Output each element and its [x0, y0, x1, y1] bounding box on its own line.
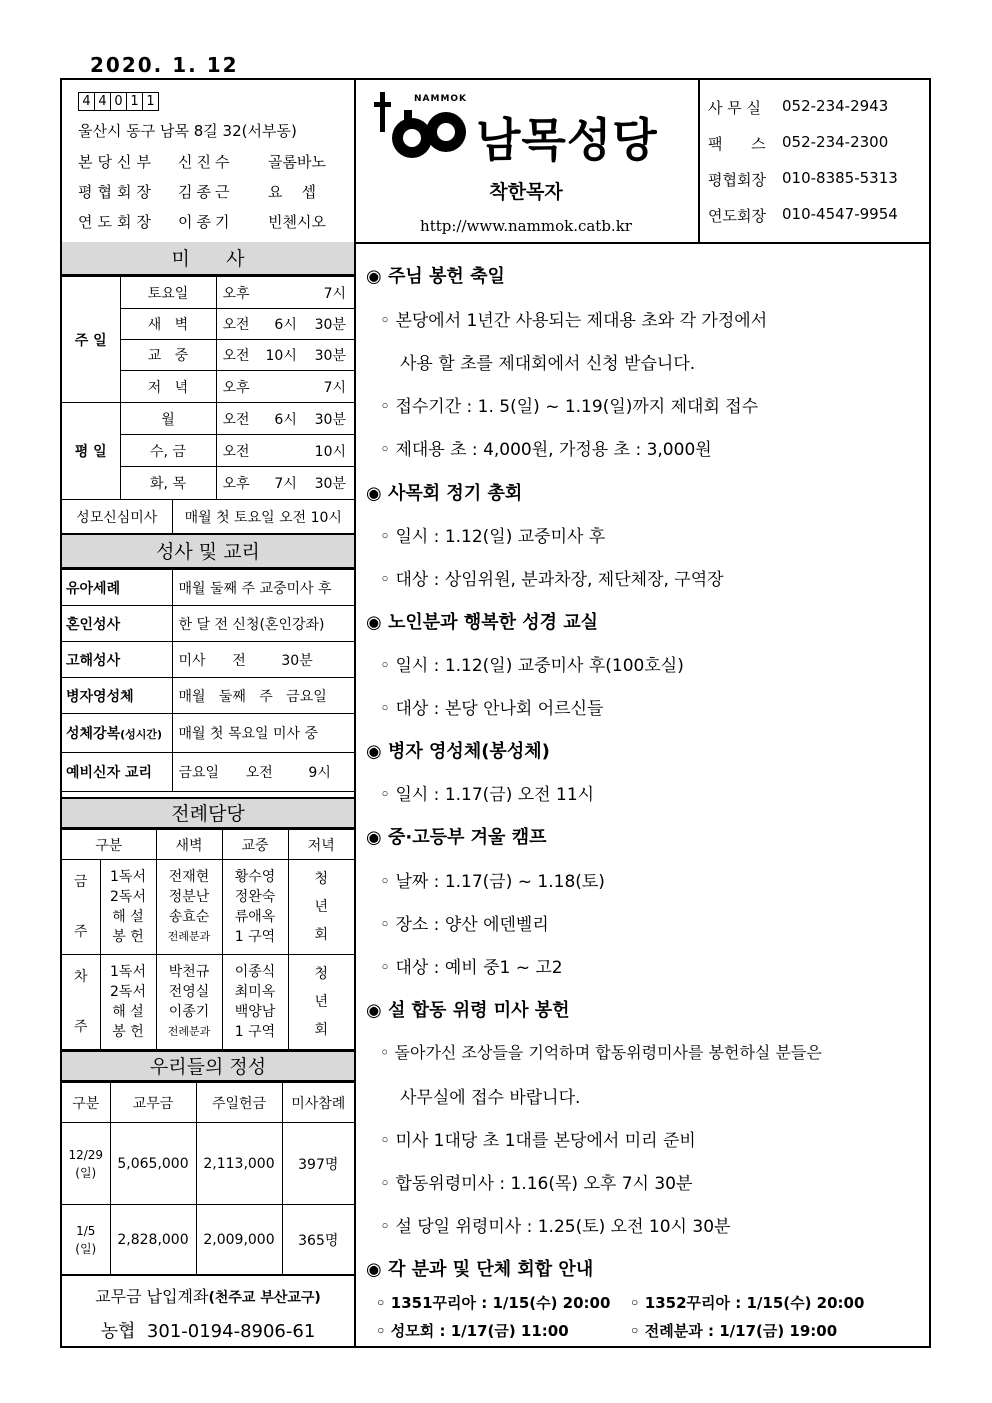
bulletin-frame [60, 78, 931, 1348]
day-text: (일) [75, 1165, 97, 1180]
notice-line [380, 392, 758, 417]
notice-line [380, 867, 605, 892]
bullet-icon: ◦ [380, 311, 391, 331]
liturgy-section-title: 전례담당 [62, 797, 354, 829]
mass-name: 수, 금 [120, 435, 216, 467]
sacrament-name-note: (성시간) [120, 728, 163, 741]
meeting-schedule: ◦ 1352꾸리아 : 1/15(수) 20:00 [630, 1294, 865, 1312]
contact-label: 평협회장 [708, 171, 766, 189]
sacrament-name: 병자영성체 [62, 678, 172, 714]
sacrament-name: 예비신자 교리 [62, 753, 172, 792]
sacraments-table [62, 569, 354, 792]
notice-text: 설 당일 위령미사 : 1.25(토) 오전 10시 30분 [395, 1217, 731, 1237]
notice-text: 돌아가신 조상들을 기억하며 합동위령미사를 봉헌하실 분들은 [394, 1043, 822, 1062]
assignee: 전영실 [168, 984, 210, 1000]
notice-line [380, 435, 712, 460]
notice-marker-icon: ◉ [366, 741, 382, 762]
dawn-assignees [156, 955, 222, 1050]
header [62, 80, 929, 244]
table-row [62, 955, 354, 1050]
mass-time: 7시 [323, 285, 346, 302]
contact-value: 010-4547-9954 [782, 205, 898, 223]
assignee-char: 청 [314, 871, 329, 887]
sacrament-value: 매월 첫 목요일 미사 중 [172, 714, 354, 753]
notice-line [380, 306, 767, 331]
contact-value: 052-234-2300 [782, 133, 889, 151]
notice-text: 장소 : 양산 에덴벨리 [395, 915, 549, 935]
week-label [62, 955, 100, 1050]
week-label [62, 860, 100, 955]
liturgy-table [62, 829, 354, 1050]
table-row [62, 753, 354, 792]
notice-line [380, 1169, 692, 1194]
notice-text: 미사 1대당 초 1대를 본당에서 미리 준비 [395, 1131, 696, 1151]
column-header: 미사참례 [282, 1083, 354, 1123]
table-row [62, 860, 354, 955]
meeting-schedule: ◦ 성모회 : 1/17(금) 11:00 [376, 1322, 569, 1340]
assignee: 전례분과 [167, 1025, 211, 1038]
assignee: 정분난 [168, 889, 210, 905]
contact-value: 010-8385-5313 [782, 169, 898, 187]
assignee: 1 구역 [234, 929, 276, 945]
zip-digit: 4 [94, 92, 111, 111]
notice-line [380, 694, 603, 719]
meeting-schedule: ◦ 1351꾸리아 : 1/15(수) 20:00 [376, 1294, 611, 1312]
zip-digit: 0 [110, 92, 127, 111]
assignee: 최미옥 [234, 984, 276, 1000]
notice-text: 날짜 : 1.17(금) ~ 1.18(토) [395, 872, 605, 892]
notice-heading [366, 479, 522, 505]
staff-name: 김종근 [178, 183, 234, 201]
notice-text: 대상 : 본당 안나회 어르신들 [395, 699, 604, 719]
bullet-icon: ◦ [380, 699, 391, 719]
staff-row [78, 181, 316, 202]
assignee: 박천규 [168, 964, 210, 980]
zip-digit: 4 [78, 92, 95, 111]
assignee: 백양남 [234, 1004, 276, 1020]
notice-line [380, 522, 605, 547]
website-link[interactable]: http://www.nammok.catb.kr [420, 217, 632, 235]
notice-text: 대상 : 예비 중1 ~ 고2 [395, 958, 563, 978]
sunday-label: 주 일 [62, 277, 120, 403]
table-row [62, 403, 354, 435]
offerings-table [62, 1082, 354, 1275]
notice-heading [366, 737, 550, 763]
notice-line [380, 1212, 730, 1237]
sacrament-name-cell [62, 714, 172, 753]
notice-text: 사무실에 접수 바랍니다. [400, 1088, 581, 1108]
dawn-assignees [156, 860, 222, 955]
evening-assignees [288, 955, 354, 1050]
mass-time: 10시 30분 [265, 348, 346, 364]
notice-marker-icon: ◉ [366, 612, 382, 633]
sacrament-value: 매월 둘째 주 금요일 [172, 678, 354, 714]
attendance: 365명 [282, 1205, 354, 1275]
column-header: 구분 [62, 830, 156, 860]
mass-ampm: 오후 [222, 285, 250, 302]
column-header: 구분 [62, 1083, 110, 1123]
sunday-offering: 2,009,000 [196, 1205, 282, 1275]
bullet-icon: ◦ [380, 785, 391, 805]
account-heading [62, 1284, 354, 1307]
sacrament-name: 고해성사 [62, 642, 172, 678]
parish-info [62, 80, 356, 242]
account-owner: (천주교 부산교구) [208, 1290, 321, 1306]
account-label: 교무금 납입계좌 [95, 1287, 209, 1306]
bullet-icon: ◦ [380, 440, 391, 460]
church-logo [374, 90, 694, 165]
special-mass-table [62, 499, 354, 534]
mass-name: 저 녁 [120, 371, 216, 403]
liturgy-roles [100, 955, 156, 1050]
sacrament-value: 매월 둘째 주 교중미사 후 [172, 570, 354, 606]
bullet-icon: ◦ [380, 1043, 390, 1062]
zip-digit: 1 [126, 92, 143, 111]
weekday-label: 평 일 [62, 403, 120, 500]
column-header: 저녁 [288, 830, 354, 860]
mass-time-cell [216, 340, 354, 371]
notice-text: 접수기간 : 1. 5(일) ~ 1.19(일)까지 제대회 접수 [395, 397, 759, 417]
mass-time: 7시 [323, 379, 346, 396]
mass-schedule-table [62, 276, 354, 500]
sacrament-value: 금요일 오전 9시 [172, 753, 354, 792]
column-header: 교중 [222, 830, 288, 860]
notice-text: 일시 : 1.12(일) 교중미사 후(100호실) [395, 656, 684, 676]
notice-text: 본당에서 1년간 사용되는 제대용 초와 각 가정에서 [395, 311, 768, 331]
contact-label: 연도회장 [708, 207, 766, 225]
bullet-icon: ◦ [380, 656, 391, 676]
staff-role: 연도회장 [78, 213, 156, 231]
assignee-char: 년 [314, 899, 329, 915]
mass-ampm: 오전 [222, 348, 250, 364]
table-row [62, 1205, 354, 1275]
staff-baptismal: 요 셉 [268, 183, 317, 201]
notice-marker-icon: ◉ [366, 1000, 382, 1021]
special-mass-value: 매월 첫 토요일 오전 10시 [172, 500, 354, 534]
main-assignees [222, 860, 288, 955]
notice-line [380, 780, 594, 805]
assignee: 전례분과 [167, 930, 211, 943]
sacrament-name: 혼인성사 [62, 606, 172, 642]
assignee: 전재현 [168, 869, 210, 885]
table-row [62, 500, 354, 534]
table-row [62, 830, 354, 860]
notice-text: 대상 : 상임위원, 분과차장, 제단체장, 구역장 [395, 570, 724, 590]
dues-amount: 2,828,000 [110, 1205, 196, 1275]
role: 2독서 [110, 984, 146, 1000]
table-row [62, 606, 354, 642]
notice-line [380, 910, 549, 935]
day-text: (일) [75, 1241, 97, 1256]
staff-role: 본당신부 [78, 153, 156, 171]
bullet-icon: ◦ [380, 527, 391, 547]
mass-ampm: 오전 [222, 317, 250, 333]
week-label-bottom: 주 [73, 924, 88, 940]
assignee-char: 회 [314, 1022, 329, 1038]
role: 1독서 [110, 964, 146, 980]
contact-label: 사 무 실 [708, 99, 762, 117]
role: 봉 헌 [112, 1024, 144, 1040]
bullet-icon: ◦ [380, 915, 391, 935]
offering-date [62, 1123, 110, 1205]
table-row [62, 1083, 354, 1123]
notice-line [380, 953, 563, 978]
notice-heading [366, 608, 598, 634]
contact-row [708, 205, 898, 226]
mass-ampm: 오후 [222, 379, 250, 396]
sunday-offering: 2,113,000 [196, 1123, 282, 1205]
column-header: 교무금 [110, 1083, 196, 1123]
notice-line [380, 651, 684, 676]
notice-line [380, 1040, 822, 1063]
contact-row [708, 97, 888, 118]
bullet-icon: ◦ [380, 1131, 391, 1151]
notice-text: 사용 할 초를 제대회에서 신청 받습니다. [400, 354, 696, 374]
assignee-char: 년 [314, 994, 329, 1010]
week-label-top: 금 [73, 874, 88, 890]
notice-marker-icon: ◉ [366, 1259, 382, 1280]
notice-text: 일시 : 1.12(일) 교중미사 후 [395, 527, 606, 547]
assignee: 류애옥 [234, 909, 276, 925]
mass-time: 7시 30분 [274, 476, 346, 492]
notice-line [380, 1126, 696, 1151]
mass-name: 교 중 [120, 340, 216, 371]
notice-heading [366, 1255, 593, 1281]
bullet-icon: ◦ [380, 397, 391, 417]
mass-time: 6시 30분 [274, 411, 346, 428]
mass-ampm: 오후 [222, 476, 250, 492]
offering-date [62, 1205, 110, 1275]
bullet-icon: ◦ [380, 1217, 391, 1237]
notice-text: 제대용 초 : 4,000원, 가정용 초 : 3,000원 [395, 440, 712, 460]
assignee: 이종기 [168, 1004, 210, 1020]
week-label-bottom: 주 [73, 1019, 88, 1035]
mass-name: 새 벽 [120, 309, 216, 340]
bullet-icon: ◦ [380, 570, 391, 590]
notice-marker-icon: ◉ [366, 266, 382, 287]
mass-ampm: 오전 [222, 443, 250, 460]
account-box [62, 1274, 354, 1343]
meeting-schedule: ◦ 전례분과 : 1/17(금) 19:00 [630, 1322, 838, 1340]
motto: 착한목자 [489, 181, 563, 203]
church-name: 남목성당 [476, 113, 658, 167]
notices-column [354, 242, 929, 1348]
contact-info [698, 80, 929, 242]
assignee: 1 구역 [234, 1024, 276, 1040]
main-assignees [222, 955, 288, 1050]
notice-heading [366, 996, 570, 1022]
sacrament-value: 미사 전 30분 [172, 642, 354, 678]
assignee-char: 청 [314, 966, 329, 982]
sacrament-value: 한 달 전 신청(혼인강좌) [172, 606, 354, 642]
contact-row [708, 169, 898, 190]
zip-digit: 1 [142, 92, 159, 111]
sacrament-name: 성체강복 [66, 726, 121, 742]
role: 1독서 [110, 869, 146, 885]
mass-time: 10시 [314, 443, 346, 460]
role: 봉 헌 [112, 929, 144, 945]
contact-row [708, 133, 888, 154]
mass-time-cell [216, 435, 354, 467]
notice-line [380, 565, 724, 590]
assignee: 황수영 [234, 869, 276, 885]
liturgy-roles [100, 860, 156, 955]
column-header: 주일헌금 [196, 1083, 282, 1123]
notice-title: 주님 봉헌 축일 [388, 266, 505, 287]
notice-heading [366, 262, 505, 288]
mass-time-cell [216, 371, 354, 403]
assignee: 송효순 [168, 909, 210, 925]
notice-title: 각 분과 및 단체 회합 안내 [388, 1259, 594, 1280]
address: 울산시 동구 남목 8길 32(서부동) [78, 122, 297, 140]
mass-ampm: 오전 [222, 411, 250, 428]
notice-text: 합동위령미사 : 1.16(목) 오후 7시 30분 [395, 1174, 693, 1194]
sacraments-section-title: 성사 및 교리 [62, 533, 354, 569]
notice-marker-icon: ◉ [366, 827, 382, 848]
notice-title: 사목회 정기 총회 [388, 483, 523, 504]
role: 해 설 [112, 1004, 144, 1020]
mass-name: 화, 목 [120, 467, 216, 500]
notice-marker-icon: ◉ [366, 483, 382, 504]
bulletin-date: 2020. 1. 12 [90, 53, 239, 77]
dues-amount: 5,065,000 [110, 1123, 196, 1205]
left-column [62, 242, 356, 1348]
column-header: 새벽 [156, 830, 222, 860]
date-text: 1/5 [76, 1223, 96, 1238]
role: 해 설 [112, 909, 144, 925]
contact-value: 052-234-2943 [782, 97, 889, 115]
evening-assignees [288, 860, 354, 955]
mass-time: 6시 30분 [274, 317, 346, 333]
assignee: 이종식 [234, 964, 276, 980]
staff-name: 신진수 [178, 153, 234, 171]
notice-title: 중·고등부 겨울 캠프 [388, 827, 547, 848]
contact-label: 팩 스 [708, 135, 766, 153]
mass-time-cell [216, 309, 354, 340]
bullet-icon: ◦ [380, 958, 391, 978]
table-row [62, 277, 354, 309]
staff-role: 평협회장 [78, 183, 156, 201]
mass-time-cell [216, 403, 354, 435]
bullet-icon: ◦ [380, 872, 391, 892]
sacrament-name: 유아세례 [62, 570, 172, 606]
staff-baptismal: 골롬바노 [268, 153, 326, 171]
staff-row [78, 211, 326, 232]
assignee: 정완숙 [234, 889, 276, 905]
staff-name: 이종기 [178, 213, 234, 231]
staff-baptismal: 빈첸시오 [268, 213, 326, 231]
special-mass-label: 성모신심미사 [62, 500, 172, 534]
bullet-icon: ◦ [380, 1174, 391, 1194]
mass-time-cell [216, 467, 354, 500]
church-banner [354, 80, 700, 242]
mass-section-title: 미 사 [62, 242, 354, 276]
table-row [62, 714, 354, 753]
date-text: 12/29 [68, 1147, 104, 1162]
staff-row [78, 151, 326, 172]
attendance: 397명 [282, 1123, 354, 1205]
logo-caption: NAMMOK [414, 94, 468, 104]
table-row [62, 570, 354, 606]
week-label-top: 차 [73, 969, 88, 985]
mass-name: 토요일 [120, 277, 216, 309]
notice-title: 병자 영성체(봉성체) [388, 741, 550, 762]
notice-title: 설 합동 위령 미사 봉헌 [388, 1000, 570, 1021]
table-row [62, 642, 354, 678]
assignee-char: 회 [314, 927, 329, 943]
role: 2독서 [110, 889, 146, 905]
account-number: 농협 301-0194-8906-61 [100, 1321, 316, 1342]
mass-name: 월 [120, 403, 216, 435]
notice-text: 일시 : 1.17(금) 오전 11시 [395, 785, 595, 805]
notice-title: 노인분과 행복한 성경 교실 [388, 612, 599, 633]
table-row [62, 1123, 354, 1205]
notice-heading [366, 823, 546, 849]
table-row [62, 678, 354, 714]
mass-time-cell [216, 277, 354, 309]
zip-code [78, 92, 158, 111]
offerings-section-title: 우리들의 정성 [62, 1050, 354, 1082]
